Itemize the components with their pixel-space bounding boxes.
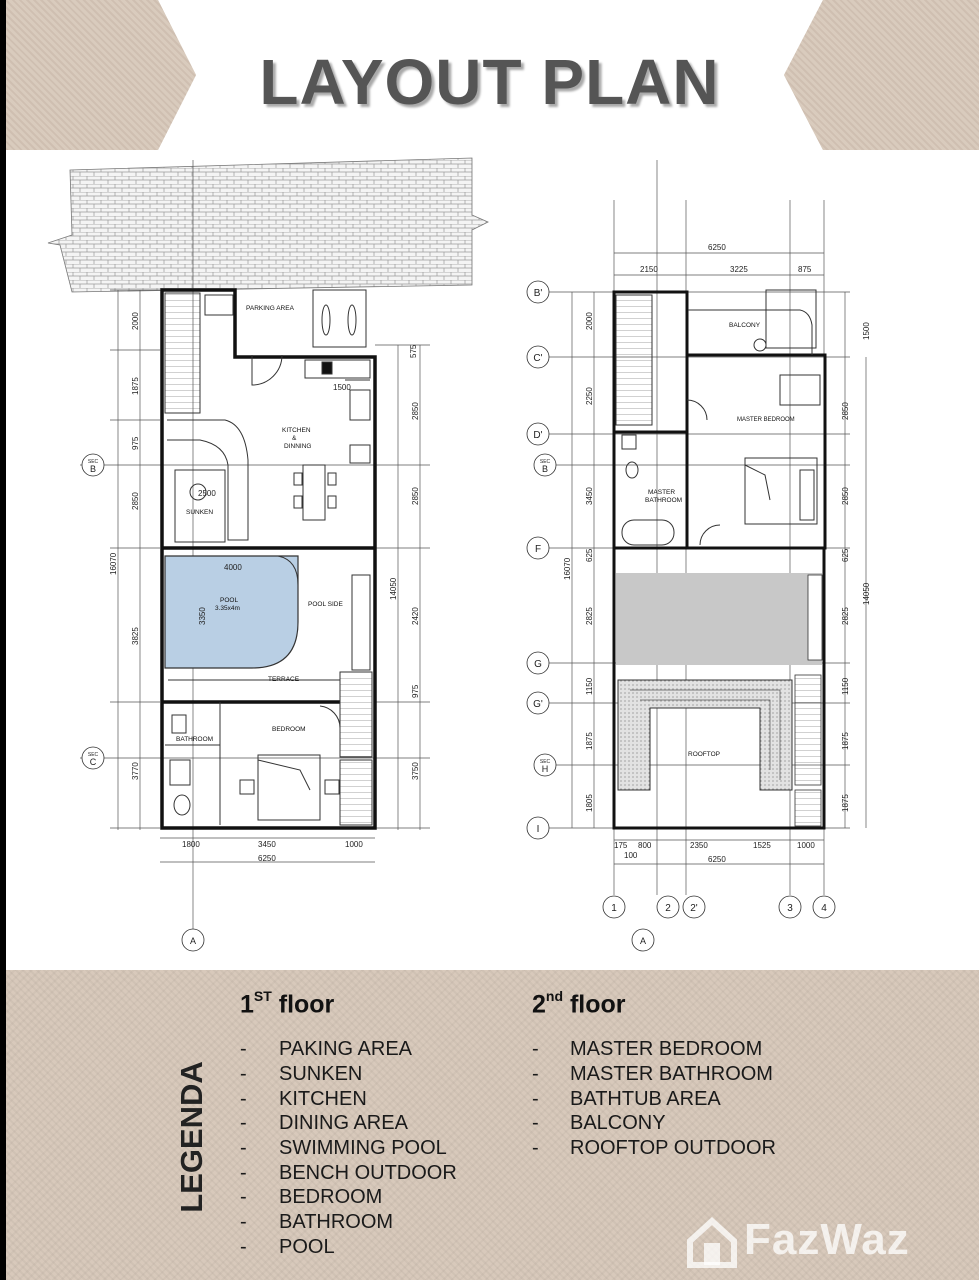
grid-row-label: D' <box>533 430 543 441</box>
first-floor-title <box>240 990 334 1019</box>
dim: 975 <box>411 684 420 698</box>
list-item: - ROOFTOP OUTDOOR <box>532 1137 776 1160</box>
dim: 800 <box>638 841 652 850</box>
grid-row-label: C' <box>533 353 543 364</box>
dim: 2500 <box>198 489 216 498</box>
legend-heading <box>172 1052 212 1222</box>
page-title: LAYOUT PLAN <box>259 46 720 118</box>
sec-label: SEC <box>539 759 551 765</box>
grid-col-label: 3 <box>787 903 793 914</box>
grid-row-label: I <box>536 824 540 835</box>
dim: 1800 <box>182 840 200 849</box>
dim: 2000 <box>131 312 140 330</box>
dim: 2825 <box>585 607 594 625</box>
dim: 975 <box>131 436 140 450</box>
list-item: - DINING AREA <box>240 1112 408 1135</box>
dim: 14050 <box>862 582 871 605</box>
dim: 625 <box>585 548 594 562</box>
label-master-bathroom-1: MASTER <box>648 489 676 496</box>
label-sunken: SUNKEN <box>186 509 214 516</box>
dim: 14050 <box>389 577 398 600</box>
pool-area <box>165 556 298 668</box>
dim: 1150 <box>841 677 850 695</box>
grid-col-label: 4 <box>821 903 827 914</box>
first-floor-num: 1 <box>240 990 254 1019</box>
list-item: - BATHTUB AREA <box>532 1087 721 1110</box>
label-pool-side: POOL SIDE <box>308 601 343 608</box>
first-floor-sup: ST <box>253 988 272 1004</box>
dim: 3450 <box>258 840 276 849</box>
legend-second-floor <box>532 988 776 1161</box>
list-item: - SUNKEN <box>240 1063 363 1086</box>
second-floor-list <box>532 1037 776 1160</box>
grid-row-label: B <box>541 464 549 474</box>
dim: 2350 <box>690 841 708 850</box>
label-terrace: TERRACE <box>268 676 300 683</box>
dim: 1500 <box>333 383 351 392</box>
dim: 2850 <box>841 487 850 505</box>
dim: 3350 <box>198 607 207 625</box>
label-parking: PARKING AREA <box>246 305 294 312</box>
dim: 1000 <box>345 840 363 849</box>
legend-first-floor <box>240 988 457 1260</box>
label-pool-size: 3.35x4m <box>215 605 240 612</box>
grid-col-label: 1 <box>611 903 617 914</box>
label-bathroom: BATHROOM <box>176 736 214 743</box>
dim: 4000 <box>224 563 242 572</box>
plan-1st-floor <box>48 158 488 951</box>
dim: 2850 <box>131 492 140 510</box>
plan-2nd-floor <box>527 160 871 951</box>
second-floor-sup: nd <box>545 988 564 1004</box>
watermark-text: FazWaz <box>744 1215 910 1264</box>
second-floor-title <box>532 990 626 1019</box>
paving-area <box>48 158 488 292</box>
label-rooftop: ROOFTOP <box>688 751 721 758</box>
dim: 6250 <box>708 855 726 864</box>
list-item: - SWIMMING POOL <box>240 1137 447 1160</box>
dim: 575 <box>409 344 418 358</box>
dim: 16070 <box>109 552 118 575</box>
sec-label: SEC <box>87 459 99 465</box>
dim: 3825 <box>131 627 140 645</box>
label-pool: POOL <box>220 597 239 604</box>
watermark <box>684 1205 974 1275</box>
label-dining: DINNING <box>284 443 312 450</box>
grid-row-label: G' <box>533 699 543 710</box>
dim: 2850 <box>411 487 420 505</box>
dim: 625 <box>841 548 850 562</box>
sec-a-label: A <box>639 936 647 946</box>
list-item: - BENCH OUTDOOR <box>240 1161 457 1184</box>
dim: 1525 <box>753 841 771 850</box>
dim: 2850 <box>411 402 420 420</box>
grid-row-label: F <box>534 544 542 555</box>
sec-a-label: A <box>189 936 197 946</box>
dim: 16070 <box>563 557 572 580</box>
list-item: - BATHROOM <box>240 1211 394 1234</box>
dim: 1500 <box>862 322 871 340</box>
list-item: - BALCONY <box>532 1112 666 1135</box>
label-master-bedroom-1: MASTER BEDROOM <box>737 417 795 423</box>
label-amp: & <box>292 435 297 442</box>
dim: 3225 <box>730 265 748 274</box>
legend-heading-text: LEGENDA <box>174 1061 209 1213</box>
dim: 2250 <box>585 387 594 405</box>
dim: 175 <box>614 841 628 850</box>
label-kitchen: KITCHEN <box>282 427 311 434</box>
second-floor-word: floor <box>563 990 626 1019</box>
list-item: - PAKING AREA <box>240 1038 413 1061</box>
dim: 1875 <box>841 794 850 812</box>
rooftop-gray-area <box>616 573 822 665</box>
sec-label: SEC <box>87 752 99 758</box>
first-floor-list <box>240 1037 457 1259</box>
list-item: - MASTER BEDROOM <box>532 1038 763 1061</box>
label-balcony: BALCONY <box>729 322 761 329</box>
dim: 1875 <box>131 377 140 395</box>
dim: 2825 <box>841 607 850 625</box>
second-floor-num: 2 <box>532 990 546 1019</box>
dim: 3450 <box>585 487 594 505</box>
dim: 6250 <box>258 854 276 863</box>
first-floor-word: floor <box>271 990 335 1019</box>
dim: 100 <box>624 851 638 860</box>
list-item: - KITCHEN <box>240 1087 367 1110</box>
list-item: - MASTER BATHROOM <box>532 1063 773 1086</box>
dim: 3750 <box>411 762 420 780</box>
dim: 2150 <box>640 265 658 274</box>
grid-row-label: B' <box>533 288 543 299</box>
floor-plans <box>6 150 979 970</box>
grid-row-label: H <box>541 764 549 774</box>
grid-col-label: 2' <box>690 903 698 914</box>
grid-col-label: 2 <box>665 903 671 914</box>
grid-row-label: G <box>534 659 542 670</box>
dim: 1150 <box>585 677 594 695</box>
rooftop-area <box>618 680 792 790</box>
dim: 1875 <box>585 732 594 750</box>
sec-label: SEC <box>539 459 551 465</box>
dim: 6250 <box>708 243 726 252</box>
grid-label-b: B <box>89 464 97 474</box>
label-bedroom: BEDROOM <box>272 726 306 733</box>
dim: 1000 <box>797 841 815 850</box>
list-item: - POOL <box>240 1235 335 1258</box>
dim: 2420 <box>411 607 420 625</box>
dim: 1875 <box>841 732 850 750</box>
dim: 875 <box>798 265 812 274</box>
label-master-bathroom-2: BATHROOM <box>645 497 683 504</box>
grid-label-c: C <box>89 757 97 767</box>
dim: 1805 <box>585 794 594 812</box>
dim: 3770 <box>131 762 140 780</box>
dim: 2000 <box>585 312 594 330</box>
house-logo-icon <box>684 1213 740 1269</box>
list-item: - BEDROOM <box>240 1186 383 1209</box>
dim: 2850 <box>841 402 850 420</box>
